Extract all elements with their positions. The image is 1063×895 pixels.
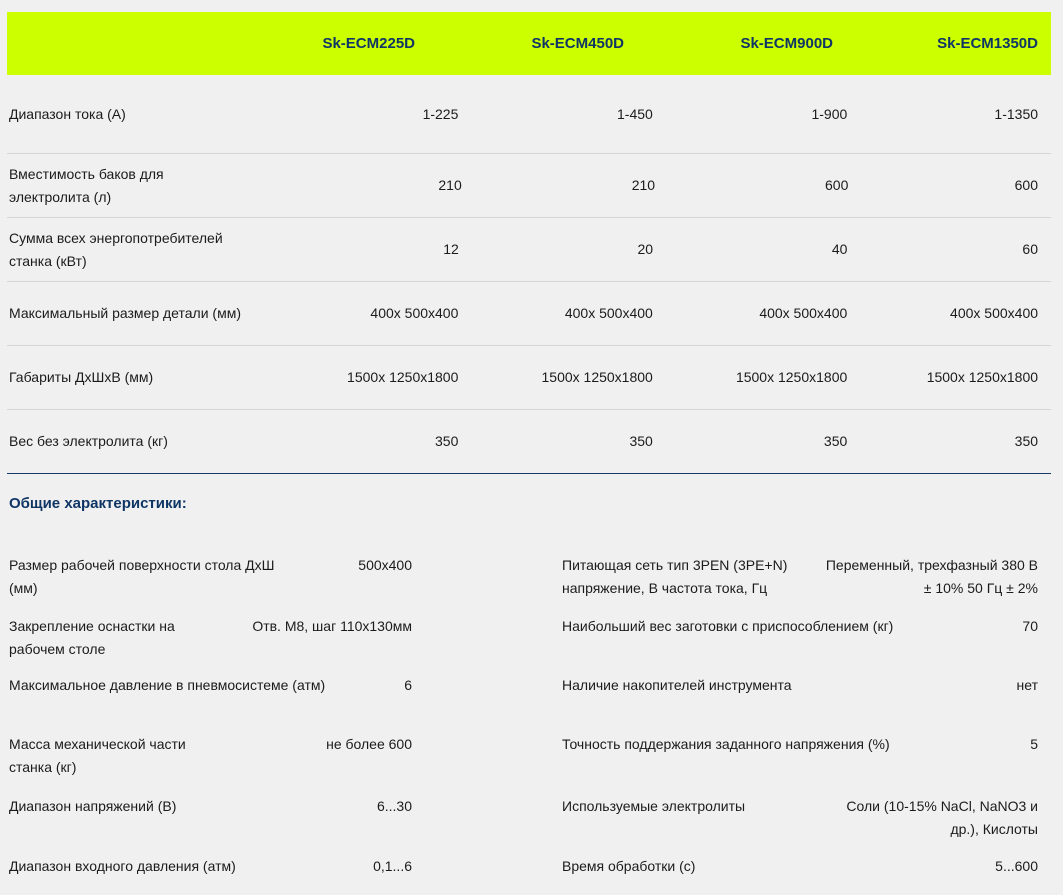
cell-value: 400x 500x400: [759, 305, 848, 321]
spec-label: Масса механической части станка (кг): [9, 736, 186, 775]
spec-item: [9, 615, 412, 661]
spec-table: [7, 12, 1051, 474]
spec-value: 70: [1022, 618, 1038, 634]
spec-value: 500x400: [358, 557, 412, 573]
spec-value: 6...30: [376, 798, 412, 814]
table-row: [7, 218, 1051, 282]
spec-label: Диапазон напряжений (В): [9, 798, 177, 814]
model-header: Sk-ECM225D: [322, 35, 415, 52]
spec-item: [9, 855, 412, 878]
table-row: [7, 75, 1051, 154]
cell-value: 1-450: [617, 105, 653, 122]
row-label: Вместимость баков для электролита (л): [9, 165, 164, 205]
spec-value: Соли (10-15% NaCl, NaNO3 и др.), Кислоты: [846, 798, 1038, 837]
general-section-title: Общие характеристики:: [9, 495, 187, 512]
spec-value: не более 600: [326, 736, 412, 752]
spec-label: Размер рабочей поверхности стола ДхШ (мм): [9, 557, 275, 596]
spec-label: Максимальное давление в пневмосистеме (атм): [9, 677, 326, 693]
spec-value: Отв. М8, шаг 110x130мм: [252, 618, 412, 634]
cell-value: 350: [1014, 433, 1039, 449]
spec-label: Точность поддержания заданного напряжения (%): [562, 736, 890, 752]
table-row: [7, 346, 1051, 410]
model-header: Sk-ECM1350D: [937, 35, 1038, 52]
spec-value: 6: [404, 677, 412, 693]
cell-value: 350: [823, 433, 848, 449]
cell-value: 1500x 1250x1800: [735, 369, 848, 385]
cell-value: 12: [443, 241, 459, 257]
row-label: Вес без электролита (кг): [9, 433, 168, 449]
cell-value: 600: [1014, 177, 1038, 193]
spec-value: 5...600: [995, 858, 1038, 874]
spec-value: 0,1...6: [373, 858, 412, 874]
row-label: Габариты ДхШхВ (мм): [9, 369, 154, 385]
spec-label: Диапазон входного давления (атм): [9, 858, 236, 874]
row-label: Сумма всех энергопотребителей станка (кВт): [9, 229, 223, 269]
spec-item: [562, 615, 1038, 638]
spec-item: [9, 674, 412, 697]
spec-item: [9, 733, 412, 779]
table-header: [7, 12, 1051, 75]
spec-label: Закрепление оснастки на рабочем столе: [9, 618, 175, 657]
spec-label: Используемые электролиты: [562, 798, 746, 814]
spec-item: [562, 554, 1038, 600]
cell-value: 350: [435, 433, 459, 449]
cell-value: 1-225: [422, 105, 459, 122]
row-label: Диапазон тока (А): [9, 105, 126, 122]
cell-value: 1500x 1250x1800: [926, 369, 1039, 385]
table-row: [7, 154, 1051, 218]
cell-value: 210: [631, 177, 656, 193]
cell-value: 1500x 1250x1800: [347, 369, 459, 385]
spec-item: [562, 795, 1038, 841]
spec-label: Питающая сеть тип 3PEN (3PE+N) напряжение, В частота тока, Гц: [562, 557, 788, 596]
spec-value: нет: [1016, 677, 1038, 693]
spec-label: Наличие накопителей инструмента: [562, 677, 792, 693]
model-header: Sk-ECM900D: [740, 35, 833, 52]
row-label: Максимальный размер детали (мм): [9, 305, 241, 321]
cell-value: 1500x 1250x1800: [541, 369, 653, 385]
spec-item: [562, 733, 1038, 756]
table-row: [7, 410, 1051, 474]
cell-value: 60: [1022, 241, 1038, 257]
cell-value: 20: [637, 241, 654, 257]
cell-value: 1-900: [811, 105, 848, 122]
cell-value: 400x 500x400: [564, 305, 653, 321]
spec-label: Время обработки (с): [562, 858, 696, 874]
cell-value: 350: [629, 433, 653, 449]
spec-item: [9, 554, 412, 600]
spec-item: [562, 855, 1038, 878]
cell-value: 400x 500x400: [370, 305, 459, 321]
cell-value: 40: [831, 241, 848, 257]
cell-value: 210: [438, 177, 462, 193]
model-header: Sk-ECM450D: [531, 35, 624, 52]
spec-item: [562, 674, 1038, 697]
spec-value: Переменный, трехфазный 380 В ± 10% 50 Гц ± 2%: [825, 557, 1038, 596]
spec-item: [9, 795, 412, 818]
cell-value: 1-1350: [994, 105, 1039, 122]
table-row: [7, 282, 1051, 346]
spec-label: Наибольший вес заготовки с приспособлением (кг): [562, 618, 894, 634]
cell-value: 600: [825, 177, 849, 193]
spec-value: 5: [1030, 736, 1038, 752]
cell-value: 400x 500x400: [950, 305, 1039, 321]
